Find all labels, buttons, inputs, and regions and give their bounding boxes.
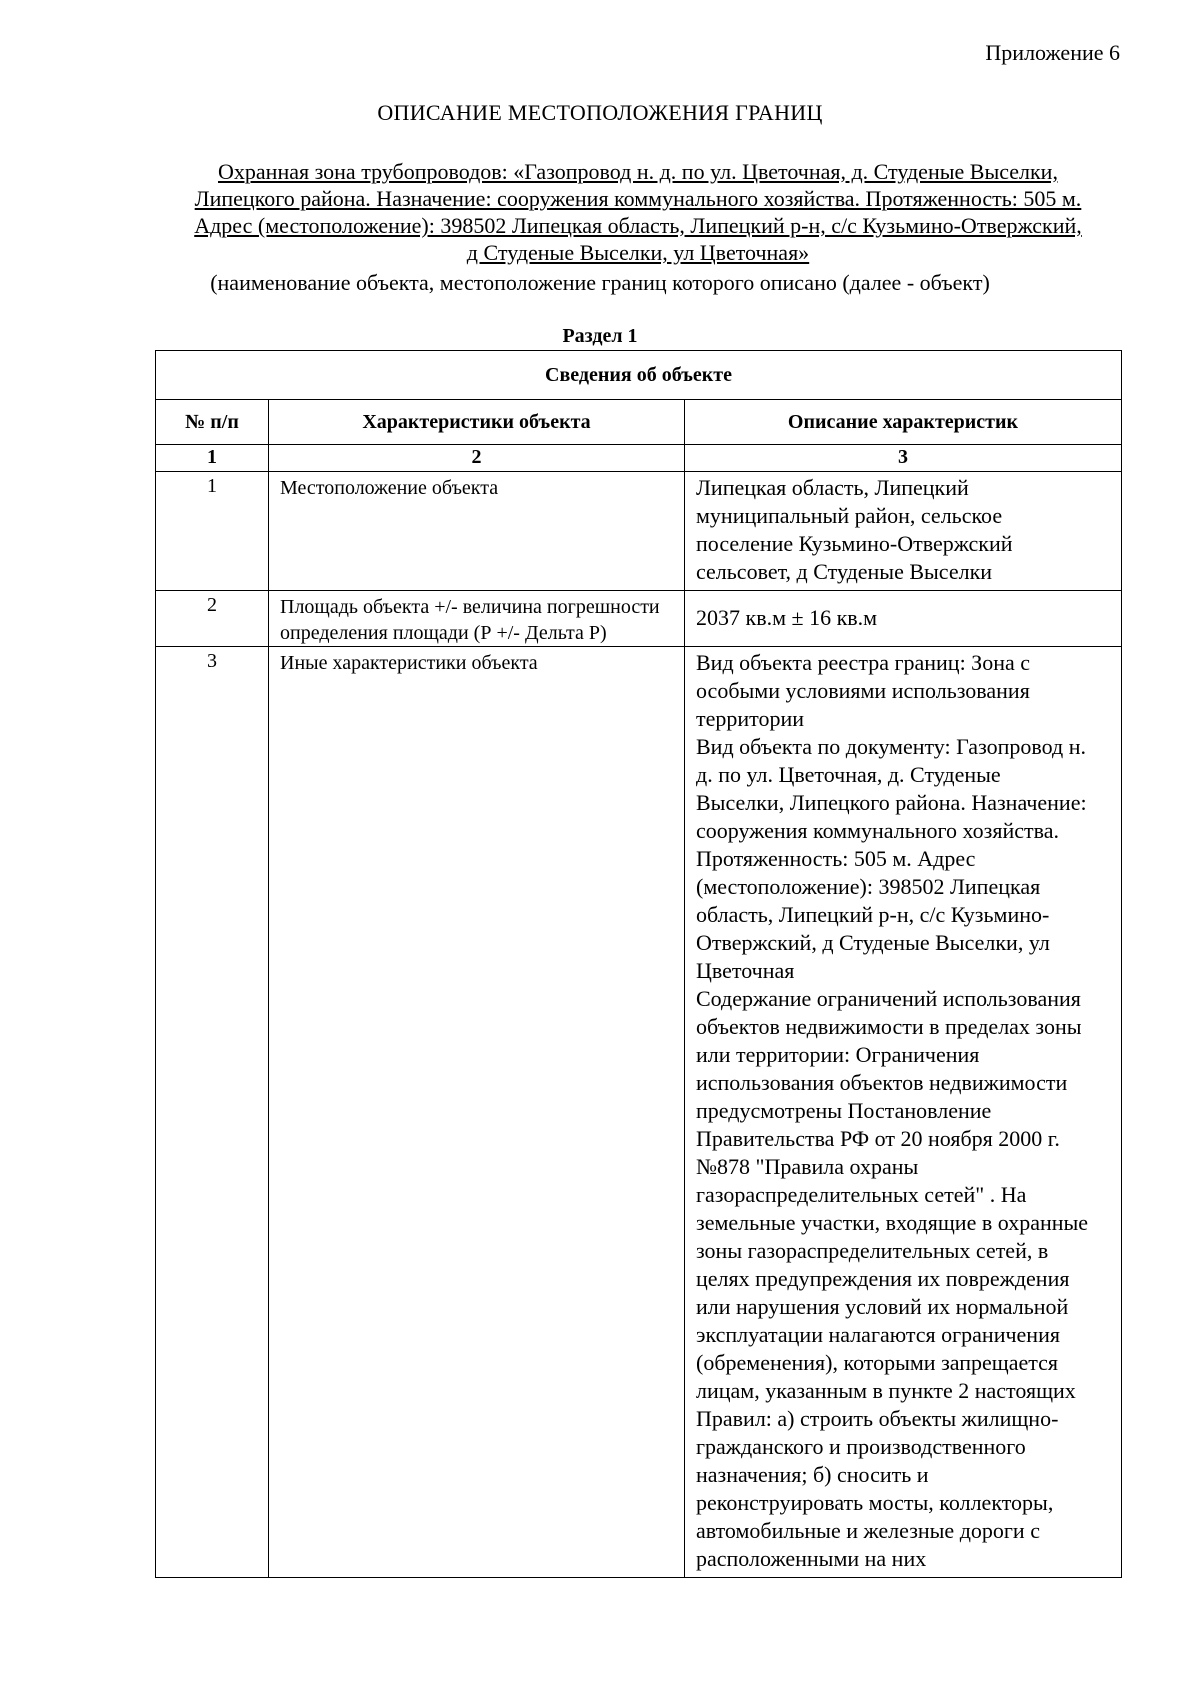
column-header-description: Описание характеристик: [685, 400, 1122, 445]
description-line: Липецкая область, Липецкий: [696, 475, 969, 500]
row-number: 2: [156, 591, 269, 647]
description-line: Правил: а) строить объекты жилищно-: [696, 1406, 1059, 1431]
column-numbers-row: [156, 445, 1122, 472]
object-name-line: Охранная зона трубопроводов: «Газопровод н. д. по ул. Цветочная, д. Студеные Выселки,: [218, 159, 1058, 184]
description-line: использования объектов недвижимости: [696, 1070, 1068, 1095]
description-line: объектов недвижимости в пределах зоны: [696, 1014, 1082, 1039]
description-line: поселение Кузьмино-Отвержский: [696, 531, 1013, 556]
description-line: д. по ул. Цветочная, д. Студеные: [696, 762, 1001, 787]
description-line: расположенными на них: [696, 1546, 927, 1571]
description-line: реконструировать мосты, коллекторы,: [696, 1490, 1054, 1515]
description-line: (обременения), которыми запрещается: [696, 1350, 1059, 1375]
row-description: [685, 591, 1122, 647]
description-line: территории: [696, 706, 805, 731]
description-line: особыми условиями использования: [696, 678, 1030, 703]
description-line: газораспределительных сетей" . На: [696, 1182, 1027, 1207]
description-line: Отвержский, д Студеные Выселки, ул: [696, 930, 1050, 955]
row-description: [685, 647, 1122, 1578]
object-info-table: [155, 350, 1122, 1578]
description-line: или территории: Ограничения: [696, 1042, 980, 1067]
column-number: 3: [685, 445, 1122, 472]
description-line: Правительства РФ от 20 ноября 2000 г.: [696, 1126, 1060, 1151]
table-caption-row: [156, 351, 1122, 400]
column-header-characteristic: Характеристики объекта: [269, 400, 685, 445]
row-number: 1: [156, 472, 269, 591]
row-characteristic: Площадь объекта +/- величина погрешности определения площади (Р +/- Дельта Р): [269, 591, 685, 647]
description-line: эксплуатации налагаются ограничения: [696, 1322, 1060, 1347]
description-line: Вид объекта по документу: Газопровод н.: [696, 734, 1086, 759]
row-characteristic: Иные характеристики объекта: [269, 647, 685, 1578]
description-line: Вид объекта реестра границ: Зона с: [696, 650, 1031, 675]
description-line: сооружения коммунального хозяйства.: [696, 818, 1059, 843]
row-description: [685, 472, 1122, 591]
description-line: гражданского и производственного: [696, 1434, 1026, 1459]
description-line: сельсовет, д Студеные Выселки: [696, 559, 993, 584]
table-header-row: [156, 400, 1122, 445]
table-caption: Сведения об объекте: [156, 351, 1122, 400]
section-title: Раздел 1: [562, 325, 638, 347]
object-name-block: [140, 158, 1136, 266]
table-row: [156, 472, 1122, 591]
description-line: Цветочная: [696, 958, 795, 983]
description-line: (местоположение): 398502 Липецкая: [696, 874, 1041, 899]
column-header-number: № п/п: [156, 400, 269, 445]
description-line: лицам, указанным в пункте 2 настоящих: [696, 1378, 1076, 1403]
description-line: Протяженность: 505 м. Адрес: [696, 846, 976, 871]
row-number: 3: [156, 647, 269, 1578]
description-line: зоны газораспределительных сетей, в: [696, 1238, 1049, 1263]
description-line: или нарушения условий их нормальной: [696, 1294, 1069, 1319]
description-line: Выселки, Липецкого района. Назначение:: [696, 790, 1087, 815]
column-number: 1: [156, 445, 269, 472]
document-title: ОПИСАНИЕ МЕСТОПОЛОЖЕНИЯ ГРАНИЦ: [377, 100, 823, 125]
description-line: №878 "Правила охраны: [696, 1154, 919, 1179]
description-line: предусмотрены Постановление: [696, 1098, 992, 1123]
row-characteristic: Местоположение объекта: [269, 472, 685, 591]
description-line: назначения; б) сносить и: [696, 1462, 929, 1487]
description-line: автомобильные и железные дороги с: [696, 1518, 1040, 1543]
object-name-line: Адрес (местоположение): 398502 Липецкая область, Липецкий р-н, с/с Кузьмино-Отвержский,: [194, 213, 1082, 238]
object-name-line: д Студеные Выселки, ул Цветочная»: [466, 240, 810, 265]
description-line: муниципальный район, сельское: [696, 503, 1003, 528]
column-number: 2: [269, 445, 685, 472]
description-line: 2037 кв.м ± 16 кв.м: [696, 604, 878, 630]
appendix-label: Приложение 6: [985, 40, 1120, 65]
description-line: целях предупреждения их повреждения: [696, 1266, 1070, 1291]
description-line: земельные участки, входящие в охранные: [696, 1210, 1089, 1235]
object-name-note: (наименование объекта, местоположение границ которого описано (далее - объект): [210, 270, 990, 295]
table-row: [156, 591, 1122, 647]
object-name-line: Липецкого района. Назначение: сооружения коммунального хозяйства. Протяженность: 505 м.: [194, 186, 1082, 211]
description-line: Содержание ограничений использования: [696, 986, 1081, 1011]
description-line: область, Липецкий р-н, с/с Кузьмино-: [696, 902, 1050, 927]
table-row: [156, 647, 1122, 1578]
